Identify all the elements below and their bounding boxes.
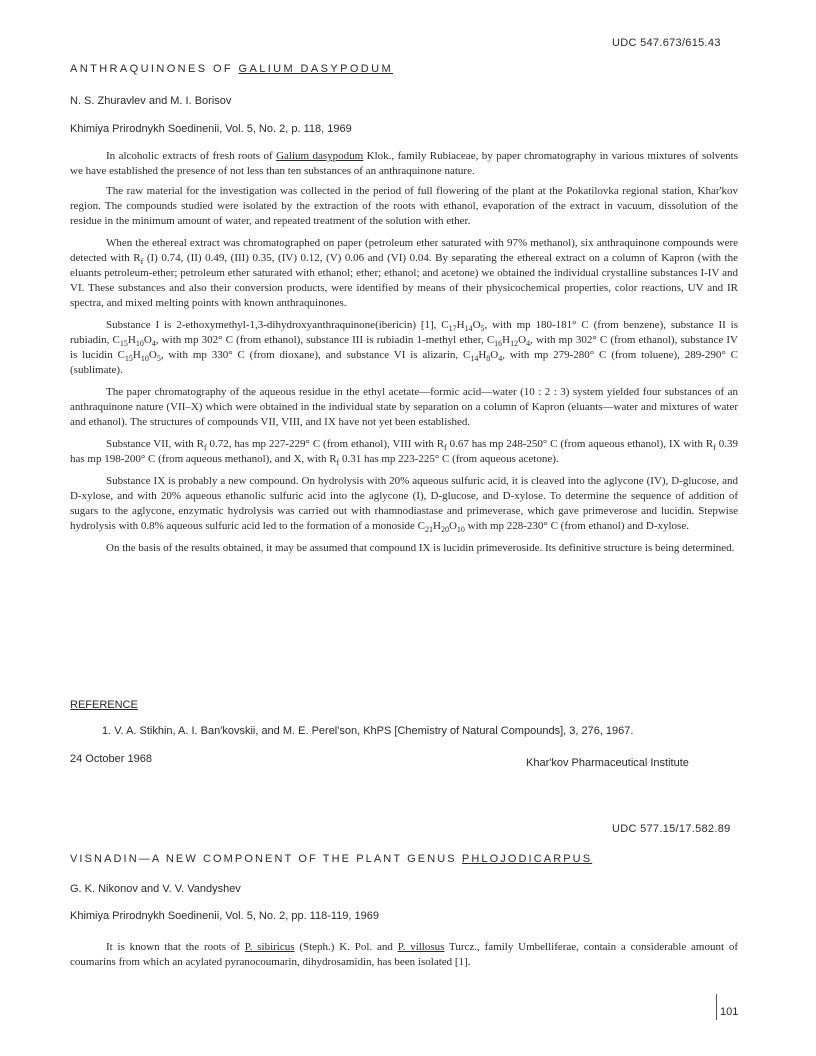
article-2-paragraph-1 xyxy=(70,940,738,970)
institute-affiliation: Khar'kov Pharmaceutical Institute xyxy=(526,757,689,769)
paragraph-8: On the basis of the results obtained, it may be assumed that compound IX is lucidin primeveroside. Its definitive structure is being determined. xyxy=(106,542,735,554)
received-date: 24 October 1968 xyxy=(70,753,152,765)
text-run: 0.72, has mp 227-229° C (from ethanol), VIII with R xyxy=(206,438,445,450)
subscript: 5 xyxy=(156,354,161,364)
udc-code-article-2: UDC 577.15/17.582.89 xyxy=(612,823,731,835)
text-run: with mp 228-230° C (from ethanol) and D-xylose. xyxy=(464,520,689,532)
text-run: Turcz., family Umbelliferae, contain a considerable amount of coumarins from which an acylated pyranocoumarin, dihydrosamidin, has been isolated [1]. xyxy=(70,941,738,968)
paragraph-6 xyxy=(70,437,738,467)
subscript: 4 xyxy=(498,354,503,364)
subscript: 15 xyxy=(119,339,128,349)
species-name: P. villosus xyxy=(397,941,445,953)
reference-item-1: 1. V. A. Stikhin, A. I. Ban'kovskii, and M. E. Perel'son, KhPS [Chemistry of Natural Compounds], 3, 276, 1967. xyxy=(102,725,634,737)
paragraph-5: The paper chromatography of the aqueous residue in the ethyl acetate—formic acid—water (10 : 2 : 3) system yielded four substances of an anthraquinone nature (VII–X) which were obtained in the individual state by separation on a column of Kapron (eluants—water and mixtures of water and ethanol). The structures of compounds VII, VIII, and IX have not yet been established. xyxy=(70,386,738,428)
udc-code-article-1: UDC 547.673/615.43 xyxy=(612,37,721,49)
subscript: 17 xyxy=(448,324,457,334)
subscript: 10 xyxy=(135,339,144,349)
text-run: H xyxy=(433,520,441,532)
text-run: Klok., family Rubiaceae, by paper chromatography in various mixtures of solvents we have established the presence of not less than ten substances of an anthraquinone nature. xyxy=(70,150,738,177)
subscript: 14 xyxy=(470,354,479,364)
article-1-title-genus: GALIUM DASYPODUM xyxy=(238,63,394,75)
text-run: H xyxy=(456,319,465,331)
subscript: 20 xyxy=(440,525,449,535)
article-2-body xyxy=(70,940,738,970)
text-run: In alcoholic extracts of fresh roots of xyxy=(106,150,277,162)
text-run: O xyxy=(490,349,499,361)
subscript: f xyxy=(444,443,447,453)
article-2-title-lead: VISNADIN—A NEW COMPONENT OF THE PLANT GENUS xyxy=(70,853,462,865)
subscript: 4 xyxy=(151,339,156,349)
subscript: f xyxy=(140,257,144,267)
text-run: Substance IX is probably a new compound. On hydrolysis with 20% aqueous sulfuric acid, it is cleaved into the aglycone (IV), D-glucose, and D-xylose, and with 20% aqueous ethanolic sulfuric acid into the aglycone (I), D-glucose, and D-xylose. To determine the sequence of addition of sugars to the aglycone, enzymatic hydrolysis was carried out with rhamnodiastase and primeverase, which gave primeverose and lucidin. Stepwise hydrolysis with 0.8% aqueous sulfuric acid led to the formation of a monoside C xyxy=(70,475,738,532)
subscript: 14 xyxy=(464,324,473,334)
article-2-title xyxy=(70,852,592,867)
paragraph-1 xyxy=(70,149,738,179)
subscript: 10 xyxy=(140,354,149,364)
page-number: 101 xyxy=(720,1006,739,1018)
text-run: O xyxy=(148,349,157,361)
text-run: O xyxy=(143,334,152,346)
text-run: Substance VII, with R xyxy=(106,438,204,450)
text-run: H xyxy=(478,349,487,361)
text-run: H xyxy=(132,349,141,361)
subscript: 10 xyxy=(456,525,465,535)
paragraph-3 xyxy=(70,236,738,311)
article-1-authors: N. S. Zhuravlev and M. I. Borisov xyxy=(70,95,232,107)
subscript: f xyxy=(336,458,340,468)
text-run: O xyxy=(448,520,457,532)
species-name: P. sibiricus xyxy=(244,941,295,953)
text-run: It is known that the roots of xyxy=(106,941,245,953)
article-1-journal-citation: Khimiya Prirodnykh Soedinenii, Vol. 5, No. 2, p. 118, 1969 xyxy=(70,123,352,135)
text-run: (Steph.) K. Pol. and xyxy=(294,941,398,953)
text-run: (I) 0.74, (II) 0.49, (III) 0.35, (IV) 0.12, (V) 0.06 and (VI) 0.04. By separating the ethereal extract on a column of Kapron (with the eluants petroleum-ether; petroleum ether saturated with ethanol; ether; ethanol; and acetone) we obtained the individual crystalline substances I-IV and VI. These substances and also their conversion products, were identified by means of their physicochemical properties, color reactions, UV and IR spectra, and mixed melting points with known anthraquinones. xyxy=(70,252,738,309)
text-run: H xyxy=(127,334,136,346)
reference-heading: REFERENCE xyxy=(70,699,138,711)
text-run: , with mp 302° C (from ethanol), substance IV is lucidin C xyxy=(70,334,738,361)
text-run: 0.39 has mp 198-200° C (from aqueous methanol), and X, with R xyxy=(70,438,738,465)
text-run: 0.67 has mp 248-250° C (from aqueous ethanol), IX with R xyxy=(446,438,714,450)
text-run: 0.31 has mp 223-225° C (from aqueous acetone). xyxy=(339,453,559,465)
article-2-title-genus: PHLOJODICARPUS xyxy=(461,853,593,865)
text-run: , with mp 330° C (from dioxane), and substance VI is alizarin, C xyxy=(160,349,471,361)
text-run: O xyxy=(472,319,481,331)
article-1-body xyxy=(70,149,738,556)
article-2-authors: G. K. Nikonov and V. V. Vandyshev xyxy=(70,883,241,895)
article-1-title xyxy=(70,62,393,77)
subscript: 16 xyxy=(494,339,503,349)
text-run: , with mp 279-280° C (from toluene), 289-290° C (sublimate). xyxy=(70,349,738,376)
margin-rule xyxy=(716,994,717,1020)
subscript: 5 xyxy=(480,324,485,334)
text-run: O xyxy=(518,334,527,346)
subscript: 15 xyxy=(124,354,133,364)
text-run: H xyxy=(502,334,511,346)
subscript: f xyxy=(203,443,207,453)
subscript: 21 xyxy=(425,525,433,535)
paragraph-2: The raw material for the investigation was collected in the period of full flowering of the plant at the Pokatilovka regional station, Khar'kov region. The compounds studied were isolated by the extraction of the roots with ethanol, evaporation of the extract in vacuum, dissolution of the residue in the minimum amount of water, and repeated treatment of the solution with ether. xyxy=(70,185,738,227)
text-run: Substance I is 2-ethoxymethyl-1,3-dihydroxyanthraquinone(ibericin) [1], C xyxy=(106,319,449,331)
subscript: 12 xyxy=(510,339,519,349)
paragraph-7 xyxy=(70,474,738,534)
text-run: , with mp 180-181° C (from benzene), substance II is rubiadin, C xyxy=(70,319,738,346)
subscript: 8 xyxy=(486,354,491,364)
article-1-title-lead: ANTHRAQUINONES OF xyxy=(70,63,239,75)
subscript: 4 xyxy=(526,339,531,349)
text-run: When the ethereal extract was chromatographed on paper (petroleum ether saturated with 97% methanol), six anthraquinone compounds were detected with R xyxy=(70,237,738,264)
subscript: f xyxy=(713,443,716,453)
text-run: , with mp 302° C (from ethanol), substance III is rubiadin 1-methyl ether, C xyxy=(155,334,495,346)
article-2-journal-citation: Khimiya Prirodnykh Soedinenii, Vol. 5, No. 2, pp. 118-119, 1969 xyxy=(70,910,380,922)
paragraph-4 xyxy=(70,318,738,378)
species-name: Galium dasypodum xyxy=(276,150,364,162)
